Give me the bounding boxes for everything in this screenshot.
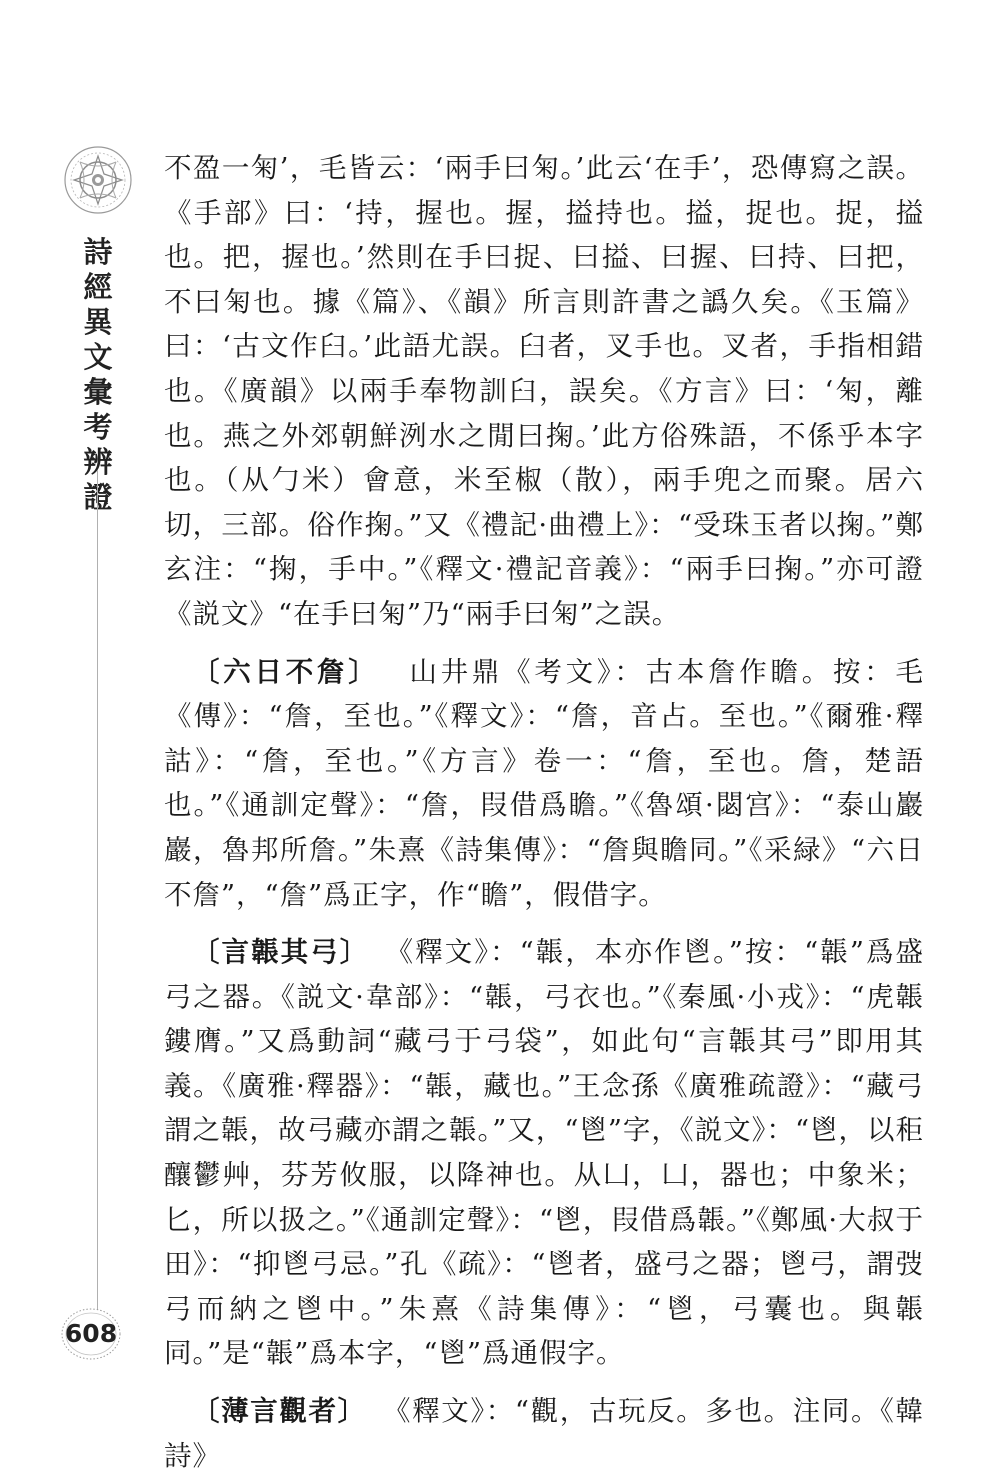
entry-headword: 〔薄言觀者〕 [192,1395,367,1428]
entry-paragraph [164,650,924,918]
page-body [164,146,924,1478]
entry-text: 《釋文》：“觀，古玩反。多也。注同。《韓詩》 [164,1395,924,1472]
entry-text: 山井鼎《考文》：古本詹作瞻。按：毛《傳》：“詹，至也。”《釋文》：“詹，音占。至也。”《爾雅·釋詁》：“詹，至也。”《方言》卷一：“詹，至也。詹，楚語也。”《通訓定聲》：“詹，叚借爲瞻。”《魯頌·閟宫》：“泰山巖巖，魯邦所詹。”朱熹《詩集傳》：“詹與瞻同。”《采緑》“六日不詹”，“詹”爲正字，作“瞻”，假借字。 [164,655,925,911]
side-divider-line [97,470,98,1310]
entry-paragraph [164,930,924,1376]
entry-text: 《釋文》：“韔，本亦作鬯。”按：“韔”爲盛弓之器。《説文·韋部》：“韔，弓衣也。”《秦風·小戎》：“虎韔鏤膺。”又爲動詞“藏弓于弓袋”，如此句“言韔其弓”即用其義。《廣雅·釋器》：“韔，藏也。”王念孫《廣雅疏證》：“藏弓謂之韔，故弓藏亦謂之韔。”又，“鬯”字，《説文》：“鬯，以秬釀鬱艸，芬芳攸服，以降神也。从凵，凵，器也；中象米；匕，所以扱之。”《通訓定聲》：“鬯，叚借爲韔。”《鄭風·大叔于田》：“抑鬯弓忌。”孔《疏》：“鬯者，盛弓之器；鬯弓，謂弢弓而納之鬯中。”朱熹《詩集傳》：“鬯，弓囊也。與韔同。”是“韔”爲本字，“鬯”爲通假字。 [164,936,925,1370]
paragraph-text: 不盈一匊’，毛皆云：‘兩手曰匊。’此云‘在手’，恐傳寫之誤。《手部》曰：‘持，握也。握，搤持也。搤，捉也。捉，搤也。把，握也。’然則在手曰捉、曰搤、曰握、曰持、曰把，不曰匊也。據《篇》、《韻》所言則許書之譌久矣。《玉篇》曰：‘古文作臼。’此語尤誤。臼者，叉手也。叉者，手指相錯也。《廣韻》以兩手奉物訓臼，誤矣。《方言》曰：‘匊，離也。燕之外郊朝鮮洌水之閒曰掬。’此方俗殊語，不係乎本字也。（从勹米）會意，米至椒（散），兩手兜之而聚。居六切，三部。俗作掬。”又《禮記·曲禮上》：“受珠玉者以掬。”鄭玄注：“掬，手中。”《釋文·禮記音義》：“兩手曰掬。”亦可證《説文》“在手曰匊”乃“兩手曰匊”之誤。 [164,152,924,630]
entry-headword: 〔六日不詹〕 [192,655,380,688]
side-column [58,140,138,1370]
page-number: 608 [64,1319,118,1348]
paragraph-continuation [164,146,924,637]
entry-paragraph [164,1389,924,1478]
decorative-medallion-icon [58,140,138,220]
page-number-badge [58,1304,124,1364]
running-book-title: 詩經異文彙考辨證 [83,235,113,514]
entry-headword: 〔言韔其弓〕 [192,936,370,969]
